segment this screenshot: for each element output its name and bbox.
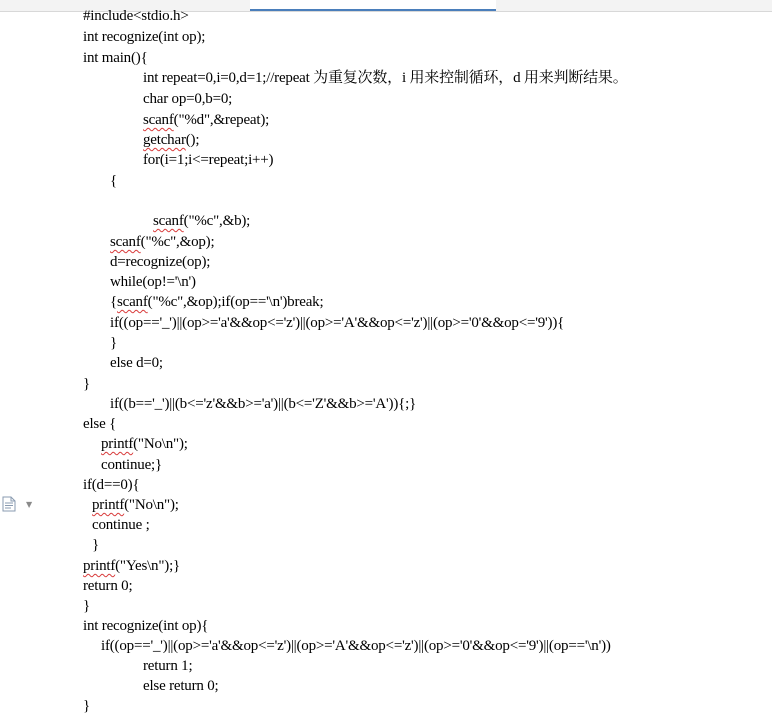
- code-text: return 0;: [83, 578, 133, 594]
- code-line: [83, 48, 148, 68]
- code-text: }: [92, 537, 99, 553]
- code-text: int recognize(int op);: [83, 29, 206, 45]
- code-text: ("No\n");: [133, 436, 188, 452]
- code-line: [83, 596, 90, 616]
- code-text: while(op!='\n'): [110, 274, 196, 290]
- code-text: {: [110, 294, 117, 310]
- code-text: ("%c",&op);if(op=='\n')break;: [147, 294, 324, 310]
- code-text: ("%d",&repeat);: [173, 112, 270, 128]
- code-text: if((op=='_')||(op>='a'&&op<='z')||(op>='A'&&op<='z')||(op>='0'&&op<='9')||(op=='\n')): [101, 638, 611, 654]
- code-text: continue;}: [101, 457, 163, 473]
- code-line: [83, 374, 90, 394]
- spellcheck-flagged-word: printf: [83, 558, 116, 574]
- code-line: [110, 252, 210, 272]
- spellcheck-flagged-word: scanf: [117, 294, 148, 310]
- code-text: ("Yes\n");}: [115, 558, 181, 574]
- code-text: for(i=1;i<=repeat;i++): [143, 152, 274, 168]
- code-text: continue ;: [92, 517, 150, 533]
- code-text: ("%c",&b);: [183, 213, 251, 229]
- code-line: [101, 434, 188, 454]
- code-line: [153, 211, 250, 231]
- spellcheck-flagged-word: scanf: [153, 213, 184, 229]
- code-text: if((b=='_')||(b<='z'&&b>='a')||(b<='Z'&&b>='A')){;}: [110, 396, 417, 412]
- active-tab[interactable]: [250, 0, 496, 11]
- code-line: [83, 27, 205, 47]
- code-text: else d=0;: [110, 355, 163, 371]
- code-line: [143, 89, 232, 109]
- code-text: int main(){: [83, 50, 148, 66]
- code-text: else return 0;: [143, 678, 219, 694]
- code-text: ();: [185, 132, 200, 148]
- code-line: [83, 616, 208, 636]
- code-line: [110, 171, 117, 191]
- code-line: [143, 676, 219, 696]
- code-text: }: [83, 698, 90, 714]
- document-outline-icon[interactable]: [2, 496, 16, 512]
- code-text: d=recognize(op);: [110, 254, 211, 270]
- spellcheck-flagged-word: scanf: [143, 112, 174, 128]
- code-line: [143, 150, 273, 170]
- code-text: }: [83, 598, 90, 614]
- code-line: [110, 394, 416, 414]
- spellcheck-flagged-word: printf: [92, 497, 125, 513]
- code-text: if((op=='_')||(op>='a'&&op<='z')||(op>='A'&&op<='z')||(op>='0'&&op<='9')){: [110, 315, 565, 331]
- code-text: if(d==0){: [83, 477, 140, 493]
- code-line: [143, 110, 269, 130]
- code-line: [83, 696, 90, 716]
- code-text: #include<stdio.h>: [83, 8, 189, 24]
- code-line: [143, 656, 192, 676]
- code-line: [92, 535, 99, 555]
- code-text: ("No\n");: [124, 497, 179, 513]
- spellcheck-flagged-word: scanf: [110, 234, 141, 250]
- code-line: [92, 495, 179, 515]
- code-line: [83, 6, 189, 26]
- code-text: ("%c",&op);: [140, 234, 215, 250]
- spellcheck-flagged-word: printf: [101, 436, 134, 452]
- code-line: [83, 475, 139, 495]
- code-text: }: [110, 335, 117, 351]
- code-line: [83, 556, 180, 576]
- code-line: [110, 292, 323, 312]
- code-line: [83, 576, 132, 596]
- caret-down-icon[interactable]: ▼: [26, 500, 33, 509]
- code-line: [101, 636, 611, 656]
- code-line: [143, 68, 628, 88]
- code-line: [110, 232, 214, 252]
- code-text: {: [110, 173, 117, 189]
- spellcheck-flagged-word: getchar: [143, 132, 186, 148]
- code-text: int repeat=0,i=0,d=1;//repeat 为重复次数，i 用来控制循环，d 用来判断结果。: [143, 70, 628, 86]
- code-line: [101, 455, 162, 475]
- code-line: [110, 353, 163, 373]
- code-line: [83, 414, 116, 434]
- code-text: }: [83, 376, 90, 392]
- code-line: [143, 130, 199, 150]
- code-line: [110, 333, 117, 353]
- code-text: int recognize(int op){: [83, 618, 209, 634]
- code-text: return 1;: [143, 658, 193, 674]
- code-text: else {: [83, 416, 117, 432]
- code-line: [92, 515, 150, 535]
- code-text: char op=0,b=0;: [143, 91, 233, 107]
- code-line: [110, 313, 564, 333]
- code-line: [110, 272, 196, 292]
- document-page: [0, 8, 772, 714]
